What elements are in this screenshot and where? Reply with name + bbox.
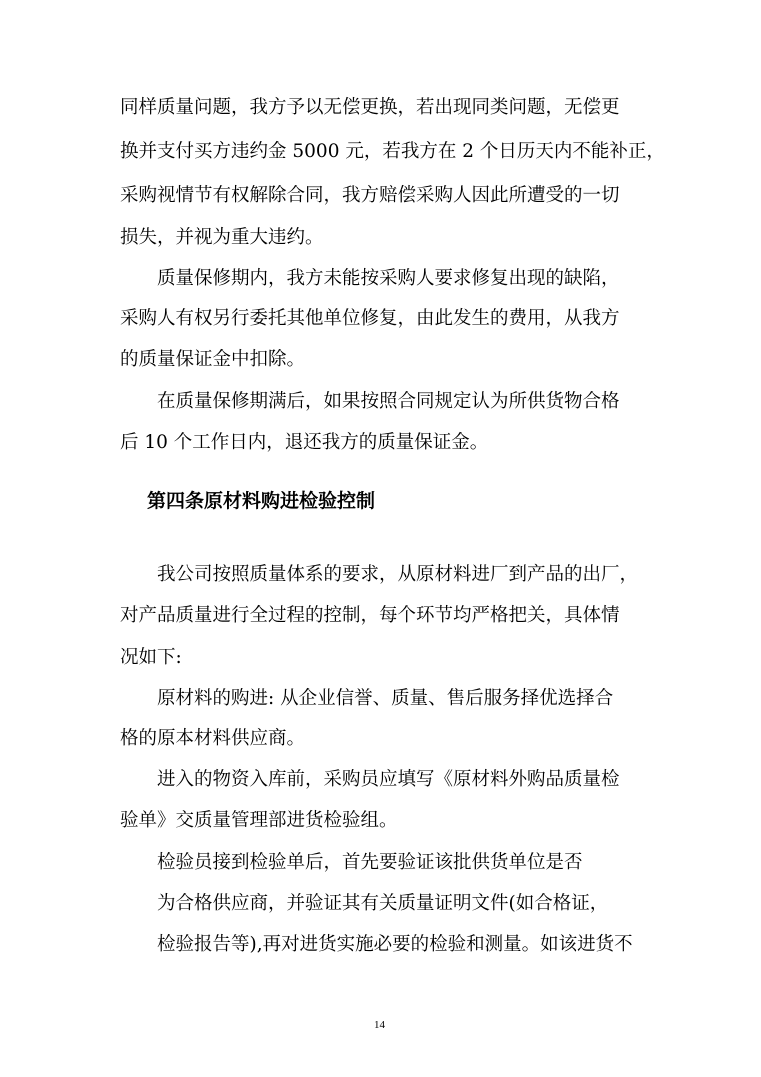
page-number: 14 bbox=[374, 1019, 385, 1031]
paragraph-4-line-3: 况如下: bbox=[120, 647, 182, 668]
paragraph-7-line-3: 检验报告等),再对进货实施必要的检验和测量。如该进货不 bbox=[157, 934, 633, 955]
paragraph-5-line-1: 原材料的购进: 从企业信誉、质量、售后服务择优选择合 bbox=[157, 688, 614, 709]
paragraph-3-line-2: 后 10 个工作日内，退还我方的质量保证金。 bbox=[120, 432, 489, 453]
paragraph-1-line-2: 换并支付买方违约金 5000 元，若我方在 2 个日历天内不能补正， bbox=[120, 141, 665, 162]
paragraph-2-line-3: 的质量保证金中扣除。 bbox=[120, 349, 306, 370]
paragraph-4-line-1: 我公司按照质量体系的要求，从原材料进厂到产品的出厂， bbox=[157, 564, 639, 585]
paragraph-1-line-1: 同样质量问题，我方予以无偿更换，若出现同类问题，无偿更 bbox=[120, 97, 620, 118]
paragraph-7-line-1: 检验员接到检验单后，首先要验证该批供货单位是否 bbox=[157, 852, 583, 873]
paragraph-2-line-2: 采购人有权另行委托其他单位修复，由此发生的费用，从我方 bbox=[120, 308, 620, 329]
paragraph-6-line-2: 验单》交质量管理部进货检验组。 bbox=[120, 810, 398, 831]
paragraph-1-line-4: 损失，并视为重大违约。 bbox=[120, 227, 324, 248]
paragraph-7-line-2: 为合格供应商，并验证其有关质量证明文件(如合格证， bbox=[157, 893, 609, 914]
paragraph-5-line-2: 格的原本材料供应商。 bbox=[120, 728, 306, 749]
paragraph-3-line-1: 在质量保修期满后，如果按照合同规定认为所供货物合格 bbox=[157, 391, 620, 412]
paragraph-2-line-1: 质量保修期内，我方未能按采购人要求修复出现的缺陷， bbox=[157, 268, 620, 289]
paragraph-1-line-3: 采购视情节有权解除合同，我方赔偿采购人因此所遭受的一切 bbox=[120, 185, 620, 206]
section-heading: 第四条原材料购进检验控制 bbox=[147, 490, 376, 512]
paragraph-6-line-1: 进入的物资入库前，采购员应填写《原材料外购品质量检 bbox=[157, 769, 620, 790]
paragraph-4-line-2: 对产品质量进行全过程的控制，每个环节均严格把关，具体情 bbox=[120, 605, 620, 626]
